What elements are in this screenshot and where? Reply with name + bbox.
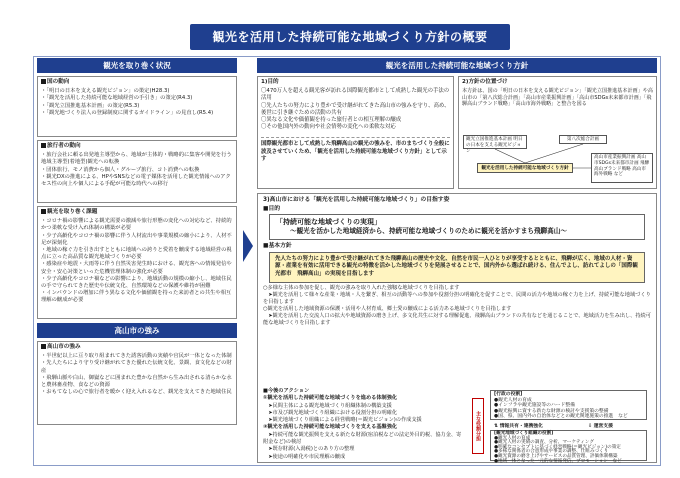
list-item: ・先人たちにより守り受け継がれてきた優れた伝統文化、景観、食文化などの財産 — [41, 360, 232, 374]
position-box — [458, 76, 657, 189]
list-item: ➤民間主体による観光地域づくり組織体制の構築支援 — [263, 402, 392, 409]
policy-box: 先人たちの努力により豊かで受け継がれてきた飛騨高山の歴史や文化、自然を市民一人ひとりが享受するとともに、飛騨が広く、地域の人材・資源・産業を有効に活用できる観光の特徴を活かした地域づくりを発展させることで、国内外から選ばれ続ける、住んでよし、訪れてよしの「国際観光都市 飛騨高山」の実現を目指します — [269, 252, 645, 283]
left-section-header: 観光を取り巻く状況 — [37, 58, 237, 73]
country-trend-heading: 国の動向 — [41, 79, 233, 86]
list-item: ・飛騨山脈や白山、御嶽などに囲まれた豊かな自然から生み出される清らかな水と農林畜産物、食などの資源 — [41, 374, 232, 389]
list-item: ●インフラや観光施設等のハード整備 — [494, 403, 575, 409]
action-heading: ①観光を活用した持続可能な地域づくりを進める体制強化 — [263, 395, 398, 402]
list-item: ・「観光立国推進基本計画」の策定(R5.3) — [41, 102, 140, 109]
role-label: 主な役割分担 — [472, 398, 484, 454]
square-bullet-icon — [41, 143, 46, 148]
actions-block — [263, 388, 463, 461]
list-item: ・感染症や地震・大雨等に伴う自然災害発生時における、観光客への情報発信や安全・安心対策といった危機管理体制の強化が必要 — [41, 261, 232, 275]
list-item: ●国、県、国内外の自治体などとの観光関連施策の推進 など — [494, 414, 628, 420]
vision-heading: 3)高山市における「観光を活用した持続可能な地域づくり」の目指す姿 — [263, 197, 450, 203]
list-item: ・「観光を活用した持続可能な地域経営の手引き」の策定(R4.3) — [41, 95, 193, 102]
this-policy-box: 観光を活用した持続可能な地域づくり方針 — [477, 163, 573, 173]
strengths-heading: 高山市の強み — [41, 344, 233, 351]
list-item: ➤観光地域づくり組織による経営戦略(＝観光ビジョン)の作成支援 — [263, 417, 422, 424]
strengths-box — [37, 341, 237, 425]
list-item: ・観光DXの推進による、HPやSNSなどの電子媒体を活用した観光情報へのアクセス性の向上や個人による手配が可能な時代への移行 — [41, 173, 231, 188]
flow-arrow-icon — [243, 230, 253, 262]
square-bullet-icon — [41, 344, 46, 349]
org-role-heading: [観光地域づくり組織の役割] — [494, 431, 554, 436]
traveler-trend-heading: 旅行者の動向 — [41, 143, 233, 150]
support-label: ⇩ 運営支援 — [588, 424, 613, 429]
action-heading: ②観光を活用した持続可能な地域づくりを支える基盤強化 — [263, 424, 398, 431]
list-item: 〇470万人を超える観光客が訪れる国際観光都市として成熟した観光の手法の活用 — [261, 88, 450, 102]
list-item: ➤観光を活用して様々な産業・地域・人を繋ぎ、相互の活動等への参加や役割分担の明確化を促すことで、民間の活力や地域の稼ぐ力を上げ、持続可能な地域づくりを目指します — [263, 292, 651, 305]
national-plan-box: 観光立国推進基本計画 明日の日本を支える観光ビジョン — [463, 135, 527, 149]
left-column — [37, 58, 237, 425]
policy-label: ■基本方針 — [263, 243, 292, 250]
list-item: ➤市及び観光地域づくり組織における役割分担の明確化 — [263, 409, 398, 416]
purpose-heading: 1)目的 — [261, 79, 279, 85]
connector-line — [495, 149, 525, 163]
list-item: 〇その他国内外の動向や社会情勢の変化への柔軟な対応 — [261, 124, 396, 131]
list-item: ・おもてなしの心で旅行者を暖かく迎え入れるなど、観光を支えてきた地域住民 — [41, 389, 232, 396]
square-bullet-icon — [41, 79, 46, 84]
right-section-header: 観光を活用した持続可能な地域づくり方針 — [257, 58, 657, 73]
list-item: ・地域の稼ぐ力を引き出すとともに地域への誇りと愛着を醸成する地域経営の視点に立った高品質な観光地域づくりが必要 — [41, 247, 232, 261]
list-item: ●観光資源の磨き上げやサービスの品質管理、評価体制構築 — [494, 453, 618, 459]
list-item: ○多様な主体の参加を促し、観光の強みを取り入れた強靱な地域づくりを目指します — [263, 285, 460, 291]
right-column — [257, 58, 657, 464]
strengths-section-header: 高山市の強み — [37, 323, 237, 338]
list-item: ●観光人材の育成 — [494, 397, 532, 403]
list-item: ・旅行会社に頼る出発地主導型から、地域が主体的・戦略的に集客や開発を行う地域主導型(着地型)観光への転換 — [41, 152, 232, 166]
list-item: ➤観光を活用した交流人口の拡大や地域資源の磨き上げ、多文化共生に対する理解促進、飛騨高山ブランドの共有などを通じることで、地域活力を生み出し、持続可能な地域づくりを目指します — [263, 313, 651, 326]
position-heading: 2)方針の位置づけ — [462, 79, 508, 85]
admin-role-heading: [行政の役割] — [494, 392, 523, 397]
list-item: ➤既存財源(入湯税)とのあり方の整理 — [263, 446, 355, 453]
list-item: ・少子高齢化やコロナ禍の影響に伴う人材流出や事業規模の縮小により、人材不足が深刻化 — [41, 232, 232, 246]
list-item: ➤持続可能な観光振興を支える新たな財源(宿泊税などの法定外目的税、協力金、寄附金など)の検討 — [263, 431, 462, 446]
issues-box — [37, 206, 237, 319]
list-item: ●多様な関係者の合意形成や事業の調整、仕組みづくり — [494, 449, 609, 455]
list-item: ・団体旅行、モノ消費から個人・グループ旅行、コト消費への転換 — [41, 166, 200, 173]
general-plan-box: 第八次総合計画 — [559, 135, 607, 144]
connector-line — [525, 144, 583, 163]
share-label: ⇅ 情報共有・連携強化 — [494, 424, 543, 429]
related-plans-box: 高山市産業振興計画 高山市SDGs未来都市計画 飛騨高山ブランド戦略 高山市海外戦略 など — [591, 153, 653, 183]
actions-label: ■今後のアクション — [263, 388, 310, 394]
page-title: 観光を活用した持続可能な地域づくり方針の概要 — [190, 24, 510, 50]
policy-points — [263, 285, 651, 327]
list-item: ●地域一体となった一元的な情報発信、プロモーション など — [494, 458, 622, 464]
admin-role-box — [490, 390, 647, 420]
list-item: 〇先人たちの努力により豊かで受け継がれてきた高山市の強みを守り、高め、後世に引き継ぐための活動の共有 — [261, 102, 450, 116]
list-item: ○観光を活用した地域資源の保護・活用や人材育成、郷土愛の醸成による活力ある地域づくりを目指します — [263, 306, 512, 312]
goal-box — [269, 214, 645, 240]
purpose-box — [257, 76, 454, 189]
country-trend-box — [37, 76, 237, 137]
list-item: ・インバウンドの増加に伴う異なる文化や価値観を持った来訪者との共生や相互理解の醸成が必要 — [41, 290, 232, 304]
list-item: ➤使途の明確化や市民理解の醸成 — [263, 453, 346, 460]
list-item: ・半世紀以上に亘り取り組まれてきた誘客活動の実績や官民が一体となった体制 — [41, 353, 232, 360]
connector-lines — [459, 77, 656, 188]
issues-heading: 観光を取り巻く課題 — [41, 209, 233, 216]
list-item: ●観光人材の育成 — [494, 435, 531, 441]
purpose-summary: 国際観光都市として成熟した飛騨高山の観光の強みを、市のまちづくり全般に波及させていくため、「観光を活用した持続可能な地域づくり方針」として示す — [261, 137, 450, 163]
list-item: ●観光人材の実績の調査、分析、マーケティング — [494, 440, 594, 446]
square-bullet-icon — [41, 209, 46, 214]
vision-box — [257, 193, 657, 463]
list-item: ・コロナ禍の影響による観光需要の激減や旅行形態の変化への対応など、持続的かつ柔軟な受け入れ体制の構築が必要 — [41, 218, 232, 232]
list-item: ・「観光地づくり法人の登録制度に関するガイドライン」の見直し(R5.4) — [41, 109, 214, 116]
org-role-box — [490, 430, 647, 464]
list-item: 〇異なる文化や価値観を持った旅行者との相互理解の醸成 — [261, 117, 402, 124]
traveler-trend-box — [37, 140, 237, 203]
goal-title: 「持続可能な地域づくりの実現」 — [276, 218, 381, 227]
list-item: ●観光振興に資する新たな財源の検討や支援策の整備 — [494, 408, 609, 414]
position-text: 本方針は、国の「明日の日本を支える観光ビジョン」「観光立国推進基本計画」や高山市の「第八次総合計画」「高山市産業振興計画」「高山市SDGs未来都市計画」「飛騨高山ブランド戦略」「高山市海外戦略」と整合を図る — [462, 87, 653, 108]
list-item: ・「明日の日本を支える観光ビジョン」の策定(H28.3) — [41, 88, 170, 95]
goal-subtitle: ～観光を活かした地域経済から、持続可能な地域づくりのために観光を活かすまち飛騨高山～ — [290, 227, 567, 236]
list-item: ・少子高齢化やコロナ禍などの影響により、地域活動の規模の縮小し、地域住民の手で守られてきた歴史や伝統文化、自然環境などの保護や維持が困難 — [41, 275, 232, 290]
goal-label: ■目的 — [263, 206, 281, 213]
list-item: ●明確なコンセプトに基づく経営戦略(＝観光ビジョン)の策定 — [494, 444, 621, 450]
